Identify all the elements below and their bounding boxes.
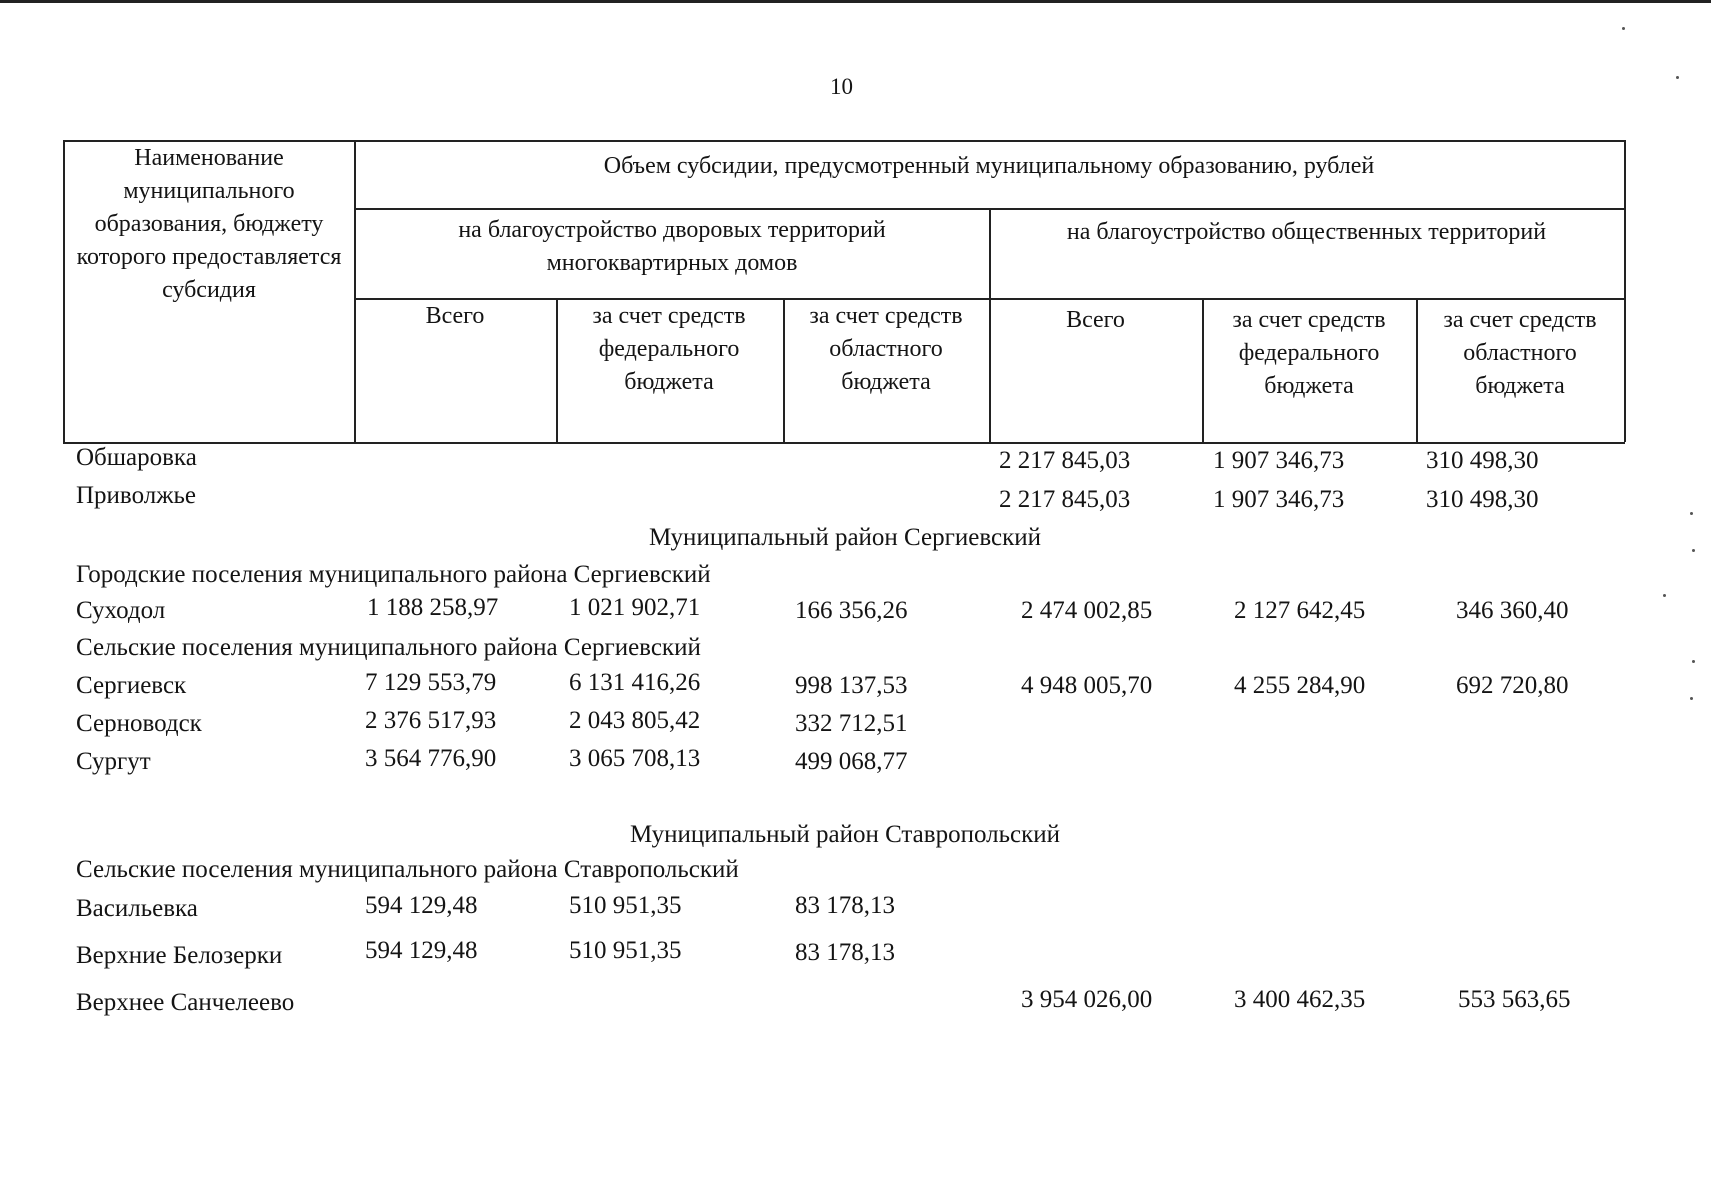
- section-heading: Муниципальный район Ставропольский: [629, 821, 1060, 848]
- public-federal-cell: 3 400 462,35: [1234, 986, 1366, 1013]
- yard-federal-cell: 510 951,35: [569, 892, 682, 919]
- yard-total-cell: 1 188 258,97: [367, 594, 499, 621]
- scan-speck: [1676, 76, 1679, 79]
- yard-total-cell: 594 129,48: [365, 892, 478, 919]
- grid-line: [783, 298, 785, 442]
- yard-regional-cell: 83 178,13: [795, 892, 895, 919]
- grid-line: [556, 298, 558, 442]
- yard-total-cell: 594 129,48: [365, 937, 478, 964]
- header-public-regional: за счет средств областного бюджета: [1443, 307, 1597, 399]
- yard-regional-cell: 166 356,26: [795, 597, 908, 624]
- row-name: Верхние Белозерки: [76, 942, 283, 969]
- scan-speck: [1622, 27, 1625, 30]
- yard-federal-cell: 2 043 805,42: [569, 707, 701, 734]
- yard-regional-cell: 83 178,13: [795, 939, 895, 966]
- yard-total-cell: 3 564 776,90: [365, 745, 497, 772]
- page-number: 10: [830, 74, 853, 99]
- yard-regional-cell: 499 068,77: [795, 748, 908, 775]
- grid-line: [63, 442, 1625, 444]
- header-yard-regional: за счет средств областного бюджета: [809, 303, 963, 395]
- public-total-cell: 3 954 026,00: [1021, 986, 1153, 1013]
- row-name: Приволжье: [76, 482, 196, 509]
- scan-speck: [1690, 697, 1693, 700]
- group-heading: Городские поселения муниципального района Сергиевский: [76, 561, 711, 588]
- scan-speck: [1663, 594, 1666, 597]
- header-municipality-name: Наименование муниципального образования, бюджету которого предоставляется субсидия: [76, 145, 342, 303]
- row-name: Васильевка: [76, 895, 198, 922]
- public-regional-cell: 553 563,65: [1458, 986, 1571, 1013]
- public-federal-cell: 2 127 642,45: [1234, 597, 1366, 624]
- yard-federal-cell: 3 065 708,13: [569, 745, 701, 772]
- row-name: Верхнее Санчелеево: [76, 989, 295, 1016]
- row-name: Обшаровка: [76, 444, 197, 471]
- scan-speck: [1690, 512, 1693, 515]
- grid-line: [63, 140, 65, 442]
- public-total-cell: 4 948 005,70: [1021, 672, 1153, 699]
- header-public-federal: за счет средств федерального бюджета: [1232, 307, 1386, 399]
- grid-line: [989, 208, 991, 442]
- yard-regional-cell: 998 137,53: [795, 672, 908, 699]
- header-public-total: Всего: [1066, 307, 1125, 333]
- public-federal-cell: 1 907 346,73: [1213, 447, 1345, 474]
- public-total-cell: 2 217 845,03: [999, 447, 1131, 474]
- group-heading: Сельские поселения муниципального района Сергиевский: [76, 634, 701, 661]
- yard-federal-cell: 6 131 416,26: [569, 669, 701, 696]
- public-federal-cell: 1 907 346,73: [1213, 486, 1345, 513]
- public-regional-cell: 346 360,40: [1456, 597, 1569, 624]
- public-regional-cell: 310 498,30: [1426, 486, 1539, 513]
- public-regional-cell: 692 720,80: [1456, 672, 1569, 699]
- header-yard-total: Всего: [425, 303, 485, 329]
- header-yard-territories: на благоустройство дворовых территорий многоквартирных домов: [458, 217, 886, 276]
- row-name: Суходол: [76, 597, 166, 624]
- grid-line: [1202, 298, 1204, 442]
- header-public-territories: на благоустройство общественных территорий: [1066, 219, 1547, 245]
- row-name: Сургут: [76, 748, 151, 775]
- public-total-cell: 2 474 002,85: [1021, 597, 1153, 624]
- header-subsidy-volume: Объем субсидии, предусмотренный муниципальному образованию, рублей: [603, 153, 1375, 179]
- grid-line: [1416, 298, 1418, 442]
- scan-speck: [1692, 660, 1695, 663]
- yard-total-cell: 2 376 517,93: [365, 707, 497, 734]
- header-yard-federal: за счет средств федерального бюджета: [592, 303, 746, 395]
- public-regional-cell: 310 498,30: [1426, 447, 1539, 474]
- scan-top-edge: [0, 0, 1711, 3]
- public-federal-cell: 4 255 284,90: [1234, 672, 1366, 699]
- scan-speck: [1692, 549, 1695, 552]
- yard-federal-cell: 1 021 902,71: [569, 594, 701, 621]
- yard-regional-cell: 332 712,51: [795, 710, 908, 737]
- yard-federal-cell: 510 951,35: [569, 937, 682, 964]
- row-name: Серноводск: [76, 710, 202, 737]
- section-heading: Муниципальный район Сергиевский: [648, 524, 1042, 551]
- grid-line: [1624, 140, 1626, 442]
- grid-line: [354, 140, 356, 442]
- yard-total-cell: 7 129 553,79: [365, 669, 497, 696]
- row-name: Сергиевск: [76, 672, 187, 699]
- group-heading: Сельские поселения муниципального района Ставропольский: [76, 856, 739, 883]
- public-total-cell: 2 217 845,03: [999, 486, 1131, 513]
